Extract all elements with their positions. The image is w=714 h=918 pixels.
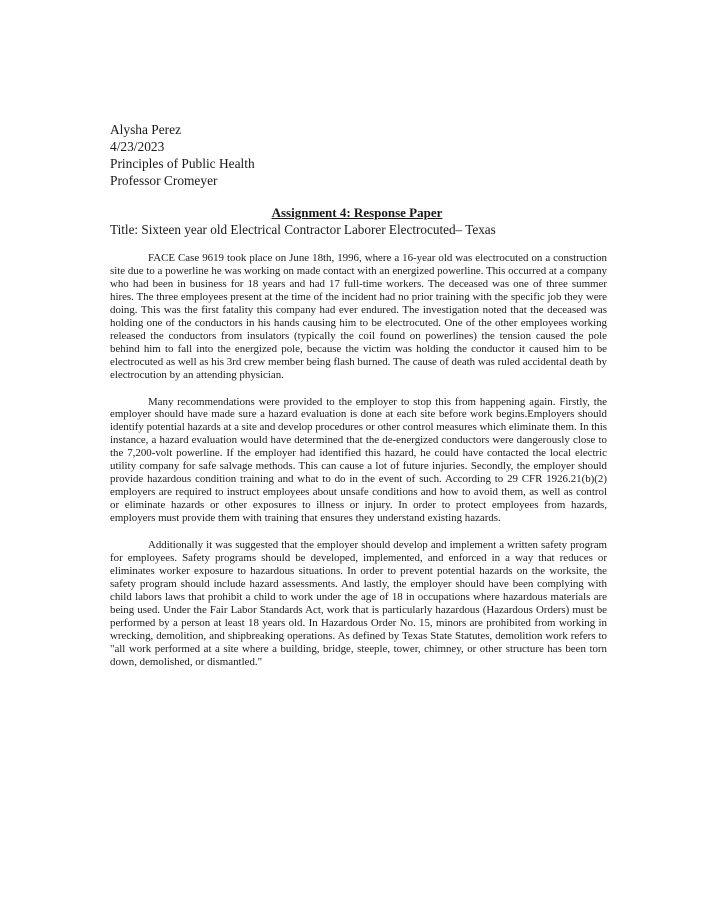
assignment-heading: Assignment 4: Response Paper	[271, 205, 443, 220]
document-date: 4/23/2023	[110, 139, 165, 154]
body-paragraph: Many recommendations were provided to the employer to stop this from happening again. Firstly, the employer should have made sure a hazard evaluation is done at each site before work begins.Employers should identify potential hazards at a site and develop procedures or other control measures which eliminate them. In this instance, a hazard evaluation would have determined that the de-energized conductors were dangerously close to the 7,200-volt powerline. If the employer had identified this hazard, he could have contacted the local electric utility company for safe salvage methods. This can cause a lot of future injuries. Secondly, the employer should provide hazardous condition training and what to do in the event of such. According to 29 CFR 1926.21(b)(2) employers are required to instruct employees about unsafe conditions and how to avoid them, as well as control or eliminate hazards or other exposures to illness or injury. In order to protect employees from hazards, employers must provide them with training that ensures they understand existing hazards.	[110, 395, 607, 525]
professor-name: Professor Cromeyer	[110, 173, 218, 188]
body-paragraph: FACE Case 9619 took place on June 18th, 1996, where a 16-year old was electrocuted on a construction site due to a powerline he was working on made contact with an energized powerline. This occurred at a company who had been in business for 18 years and had 17 full-time workers. The deceased was one of three summer hires. The three employees present at the time of the incident had no prior training with the specific job they were doing. This was the first fatality this company had ever endured. The investigation noted that the deceased was holding one of the conductors in his hands causing him to be electrocuted. One of the other employees working released the conductors from insulators (typically the coil found on powerlines) the tension caused the pole behind him to fall into the energized pole, because the victim was holding the conductor it caused him to be electrocuted as well as his 3rd crew member being flash burned. The cause of death was ruled accidental death by electrocution by an attending physician.	[110, 252, 607, 381]
document-header	[110, 121, 255, 189]
author-name: Alysha Perez	[110, 122, 182, 137]
body-paragraph: Additionally it was suggested that the employer should develop and implement a written safety program for employees. Safety programs should be developed, implemented, and enforced in a way that reduces or eliminates worker exposure to hazardous situations. In order to prevent potential hazards on the worksite, the safety program should include hazard assessments. And lastly, the employer should have been complying with child labors laws that prohibit a child to work under the age of 18 in occupations where hazardous materials are being used. Under the Fair Labor Standards Act, work that is particularly hazardous (Hazardous Orders) must be performed by a person at least 18 years old. In Hazardous Order No. 15, minors are prohibited from working in wrecking, demolition, and shipbreaking operations. As defined by Texas State Statutes, demolition work refers to "all work performed at a site where a building, bridge, steeple, tower, chimney, or other structure has been torn down, demolished, or dismantled."	[110, 539, 607, 668]
document-body	[110, 252, 607, 683]
paper-title: Title: Sixteen year old Electrical Contractor Laborer Electrocuted– Texas	[110, 222, 496, 237]
course-name: Principles of Public Health	[110, 156, 255, 171]
